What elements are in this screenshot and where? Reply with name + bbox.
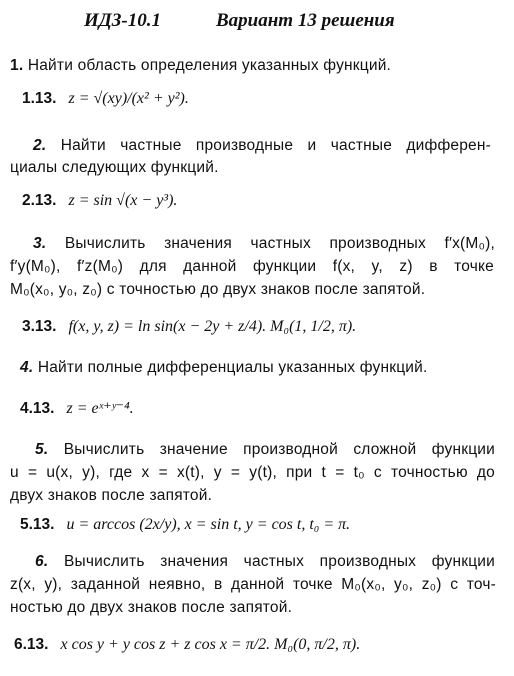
formula-expression: f(x, y, z) = ln sin(x − 2y + z/4). M₀(1, 1/2, π). [68,318,357,335]
task-text-line: циалы следующих функций. [10,159,219,176]
task-number: 2. [33,137,47,154]
formula-label: 4.13. [20,400,55,417]
document-header [0,10,514,36]
task-text-line: z(x, y), заданной неявно, в данной точке M₀(x₀, y₀, z₀) с точ- [10,576,496,593]
variant-title: Вариант 13 решения [216,10,395,31]
task-number: 1. [10,57,24,74]
task-text-line: M₀(x₀, y₀, z₀) с точностью до двух знаков после запятой. [10,281,426,298]
formula-expression: z = √(xy)/(x² + y²). [68,90,189,107]
task-number: 5. [35,441,49,458]
formula-expression: z = eˣ⁺ʸ⁻⁴. [66,400,134,417]
task-3-statement-cont [0,255,494,278]
task-4-statement [0,356,500,379]
formula-label: 2.13. [22,192,57,209]
task-text-line: u = u(x, y), где x = x(t), y = y(t), при t = t₀ с точностью до [10,464,495,481]
task-3-statement [0,232,495,255]
task-5-formula [0,514,514,536]
task-5-statement-cont [0,461,495,484]
task-text-line: двух знаков после запятой. [10,487,213,504]
task-text-line: f′y(M₀), f′z(M₀) для данной функции f(x, y, z) в точке [10,258,494,275]
task-5-statement [0,438,495,461]
task-text-line: Найти частные производные и частные дифферен- [60,137,491,154]
formula-expression: x cos y + y cos z + z cos x = π/2. M₀(0, π/2, π). [60,636,361,653]
formula-label: 1.13. [22,90,57,107]
formula-label: 5.13. [20,516,55,533]
task-6-statement-cont2 [0,596,496,619]
task-2-formula [0,190,514,212]
task-1-formula [0,88,514,110]
task-2-statement-cont [0,156,490,179]
task-6-statement-cont [0,573,496,596]
task-text-line: Вычислить значение производной сложной функции [63,441,495,458]
task-2-statement [0,134,491,157]
task-text-line: Вычислить значения частных производных функции [63,553,495,570]
task-text-line: Вычислить значения частных производных f′x(M₀), [64,235,495,252]
formula-expression: u = arccos (2x/y), x = sin t, y = cos t, t₀ = π. [66,516,351,533]
task-5-statement-cont2 [0,484,495,507]
task-6-formula [0,634,514,656]
formula-label: 3.13. [22,318,57,335]
formula-expression: z = sin √(x − y³). [68,192,178,209]
task-1-statement [0,54,500,77]
task-text-line: Найти область определения указанных функций. [27,57,392,74]
task-number: 6. [35,553,49,570]
task-number: 4. [20,359,34,376]
task-6-statement [0,550,495,573]
task-4-formula [0,398,514,420]
task-3-formula [0,316,514,338]
task-3-statement-cont2 [0,278,494,301]
formula-label: 6.13. [14,636,49,653]
assignment-title: ИДЗ-10.1 [84,10,162,31]
task-text-line: ностью до двух знаков после запятой. [10,599,293,616]
task-number: 3. [33,235,47,252]
task-text-line: Найти полные дифференциалы указанных функций. [37,359,428,376]
